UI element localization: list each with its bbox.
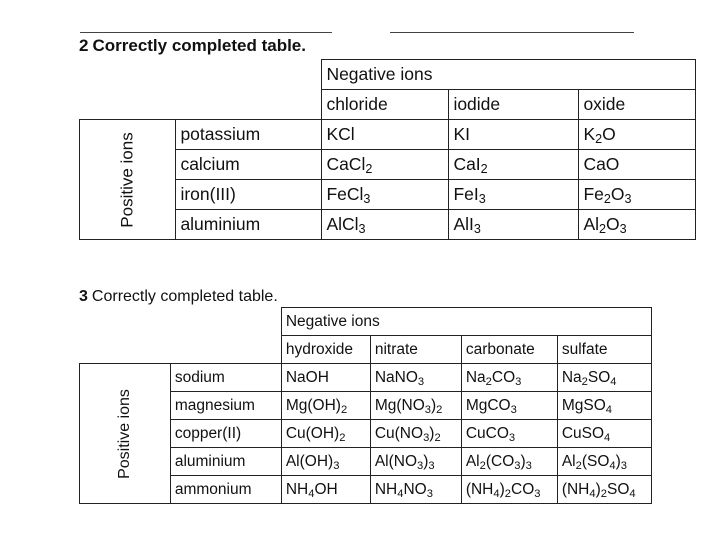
formula-cell: $NH_4OH$ [281,476,370,504]
formula-cell: MgCO$_3$ [461,392,557,420]
table-2-corner [176,60,322,90]
table-2-column-header: chloride [322,90,449,120]
table-3 [79,307,652,504]
table-2-heading [79,36,306,56]
table-2-column-header: iodide [449,90,579,120]
table-3-row-header: magnesium [170,392,281,420]
table-3-group-header: Negative ions [281,308,651,336]
table-2-title: Correctly completed table. [92,36,306,55]
table-3-column-header: carbonate [461,336,557,364]
formula-cell: $Cu(OH)_2$ [281,420,370,448]
table-2-column-header: oxide [579,90,696,120]
formula-cell: CaCl$_2$ [322,150,449,180]
table-3-column-header: nitrate [370,336,461,364]
formula-cell: $Mg(NO_3)_2$ [370,392,461,420]
formula-cell: $Al_2(SO_4)_3$ [557,448,651,476]
table-2-row-header: aluminium [176,210,322,240]
table-3-row-header: ammonium [170,476,281,504]
table-2-number: 2 [79,36,89,55]
formula-cell: $Fe_2O_3$ [579,180,696,210]
formula-cell: $Al(OH)_3$ [281,448,370,476]
formula-cell: $K_2O$ [579,120,696,150]
table-row [80,364,652,392]
formula-cell: $Mg(OH)_2$ [281,392,370,420]
table-3-title: Correctly completed table. [91,288,278,305]
table-2-row-group-cell [80,120,176,240]
formula-cell: NaNO$_3$ [370,364,461,392]
table-3-column-header-row [80,336,652,364]
table-3-row-header: copper(II) [170,420,281,448]
table-row [80,120,696,150]
table-3-row-group-cell [80,364,171,504]
table-2-corner [80,90,176,120]
table-3-row-header: sodium [170,364,281,392]
formula-cell: $Na_2CO_3$ [461,364,557,392]
table-2-corner [80,60,176,90]
table-3-column-header: sulfate [557,336,651,364]
table-2-group-header-row [80,60,696,90]
table-2-corner [176,90,322,120]
formula-cell: CaO [579,150,696,180]
formula-cell: MgSO$_4$ [557,392,651,420]
formula-cell: NaOH [281,364,370,392]
table-3-number: 3 [79,288,88,305]
formula-cell: CuSO$_4$ [557,420,651,448]
table-2-column-header-row [80,90,696,120]
table-3-corner [80,308,171,336]
table-2 [79,59,696,240]
formula-cell: CuCO$_3$ [461,420,557,448]
table-3-corner [170,336,281,364]
formula-cell: FeI$_3$ [449,180,579,210]
formula-cell: $Cu(NO_3)_2$ [370,420,461,448]
table-3-corner [170,308,281,336]
table-3-row-header: aluminium [170,448,281,476]
table-2-group-header: Negative ions [322,60,696,90]
top-rule-left [80,32,332,33]
formula-cell: AlI$_3$ [449,210,579,240]
table-2-row-header: calcium [176,150,322,180]
table-2-row-header: potassium [176,120,322,150]
table-3-group-header-row [80,308,652,336]
formula-cell: CaI$_2$ [449,150,579,180]
formula-cell: $Al(NO_3)_3$ [370,448,461,476]
table-3-column-header: hydroxide [281,336,370,364]
table-2-row-header: iron(III) [176,180,322,210]
formula-cell: FeCl$_3$ [322,180,449,210]
formula-cell: $Al_2O_3$ [579,210,696,240]
formula-cell: KCl [322,120,449,150]
formula-cell: $(NH_4)_2SO_4$ [557,476,651,504]
formula-cell: KI [449,120,579,150]
table-3-row-group-label: Positive ions [115,388,133,479]
table-2-row-group-label: Positive ions [117,132,137,228]
table-3-heading [79,286,278,306]
top-rule-right [390,32,634,33]
formula-cell: $(NH_4)_2CO_3$ [461,476,557,504]
formula-cell: $Na_2SO_4$ [557,364,651,392]
formula-cell: $Al_2(CO_3)_3$ [461,448,557,476]
formula-cell: AlCl$_3$ [322,210,449,240]
formula-cell: $NH_4NO_3$ [370,476,461,504]
table-3-corner [80,336,171,364]
